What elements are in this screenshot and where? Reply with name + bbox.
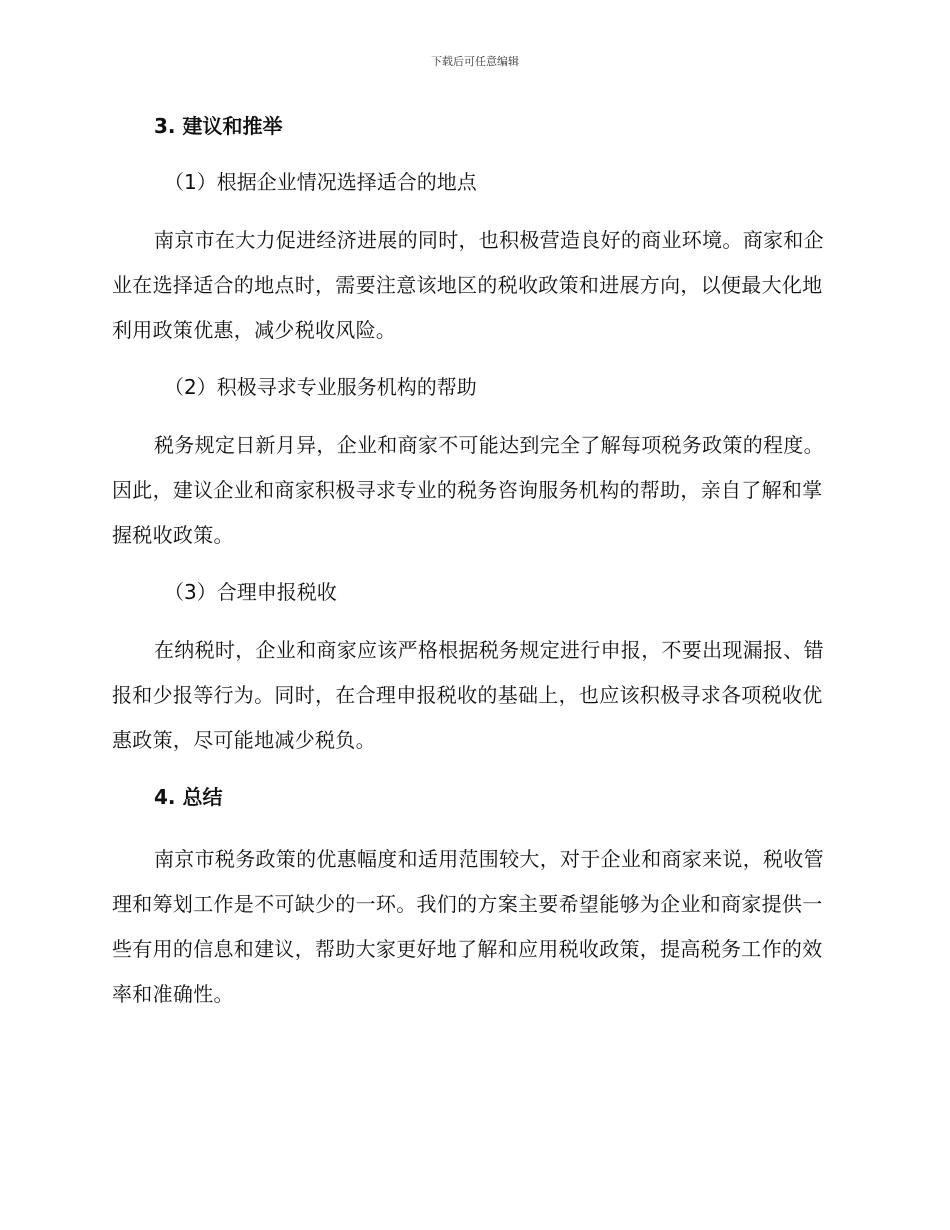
subsection-3-paragraph: 在纳税时，企业和商家应该严格根据税务规定进行申报，不要出现漏报、错报和少报等行为。同时，在合理申报税收的基础上，也应该积极寻求各项税收优惠政策，尽可能地减少税负。 bbox=[112, 638, 824, 752]
page-header-note: 下载后可任意编辑 bbox=[431, 55, 519, 68]
subsection-3-title: （3）合理申报税收 bbox=[164, 580, 337, 604]
section-3-heading: 3. 建议和推举 bbox=[154, 114, 283, 138]
document-body bbox=[112, 110, 832, 1029]
summary-paragraph: 南京市税务政策的优惠幅度和适用范围较大，对于企业和商家来说，税收管理和筹划工作是不可缺少的一环。我们的方案主要希望能够为企业和商家提供一些有用的信息和建议，帮助大家更好地了解和应用税收政策，提高税务工作的效率和准确性。 bbox=[112, 847, 824, 1006]
section-4-heading: 4. 总结 bbox=[154, 785, 223, 809]
subsection-2-paragraph: 税务规定日新月异，企业和商家不可能达到完全了解每项税务政策的程度。因此，建议企业和商家积极寻求专业的税务咨询服务机构的帮助，亲自了解和掌握税收政策。 bbox=[112, 433, 824, 547]
subsection-1-paragraph: 南京市在大力促进经济进展的同时，也积极营造良好的商业环境。商家和企业在选择适合的地点时，需要注意该地区的税收政策和进展方向，以便最大化地利用政策优惠，减少税收风险。 bbox=[112, 228, 824, 342]
subsection-1-title: （1）根据企业情况选择适合的地点 bbox=[164, 170, 477, 194]
subsection-2-title: （2）积极寻求专业服务机构的帮助 bbox=[164, 375, 477, 399]
